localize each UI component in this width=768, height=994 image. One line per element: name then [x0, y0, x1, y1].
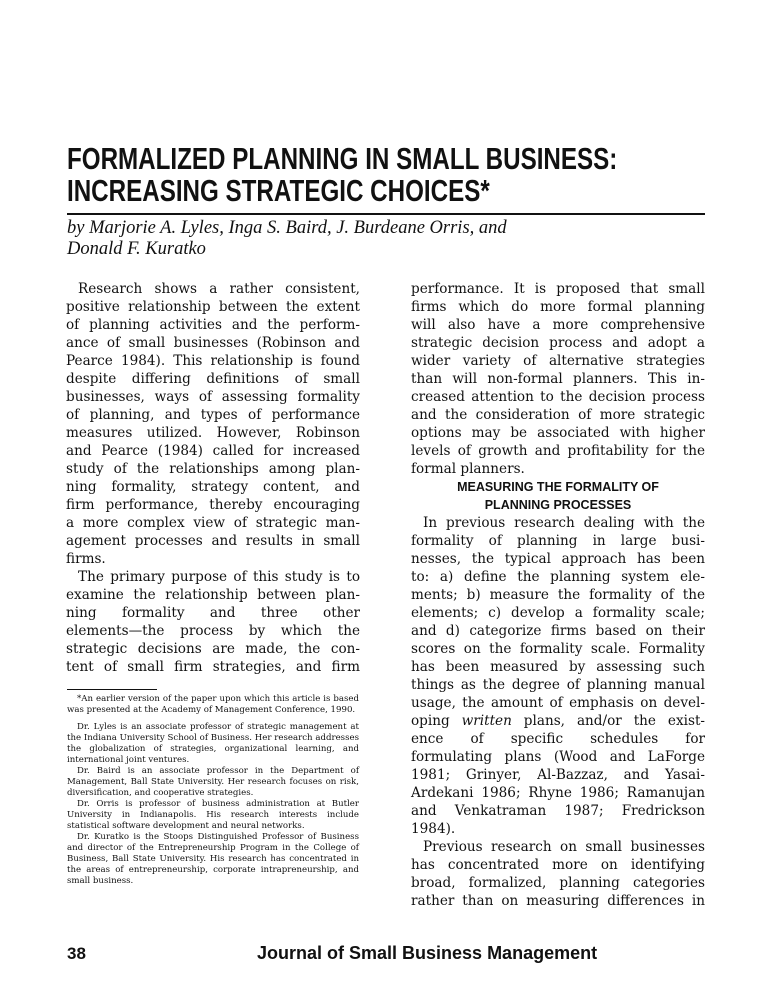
- author-bio: Dr. Baird is an associate professor in the Department of Management, Ball State University. Her research focuses on risk, diversification, and cooperative strategies.: [67, 766, 359, 798]
- text-segment: plans, and/or the exist-: [511, 713, 706, 729]
- text-line: strategic decisions are made, the con-: [66, 641, 360, 657]
- text-line: 1984).: [411, 821, 456, 837]
- text-line: formal planners.: [411, 461, 525, 477]
- text-line: formulating plans (Wood and LaForge: [411, 749, 705, 765]
- text-line: usage, the amount of emphasis on devel-: [411, 695, 705, 711]
- text-line: Previous research on small businesses: [423, 839, 705, 855]
- author-bio: Dr. Lyles is an associate professor of strategic management at the Indiana University School of Business. Her research addresses the globalization of strategies, organizational learning, and international joint ventures.: [67, 722, 359, 765]
- text-line: has concentrated more on identifying: [411, 857, 705, 873]
- text-line: formality of planning in large busi-: [411, 533, 705, 549]
- text-line: broad, formalized, planning categories: [411, 875, 705, 891]
- title-line-1: FORMALIZED PLANNING IN SMALL BUSINESS:: [67, 141, 618, 176]
- text-line: has been measured by assessing such: [411, 659, 705, 675]
- text-line: a more complex view of strategic man-: [66, 515, 360, 531]
- text-line: rather than on measuring differences in: [411, 893, 705, 909]
- text-line: The primary purpose of this study is to: [78, 569, 360, 585]
- text-line: study of the relationships among plan-: [66, 461, 360, 477]
- text-line: measures utilized. However, Robinson: [66, 425, 360, 441]
- text-line: positive relationship between the extent: [66, 299, 360, 315]
- text-line: In previous research dealing with the: [423, 515, 705, 531]
- text-line: despite differing definitions of small: [66, 371, 360, 387]
- text-line: firms.: [66, 551, 106, 567]
- text-line: tent of small firm strategies, and firm: [66, 659, 360, 675]
- title-line-2: INCREASING STRATEGIC CHOICES*: [67, 173, 490, 208]
- text-line: and the consideration of more strategic: [411, 407, 705, 423]
- text-line: things as the degree of planning manual: [411, 677, 705, 693]
- text-line: of planning activities and the perform-: [66, 317, 360, 333]
- text-line: elements—the process by which the: [66, 623, 360, 639]
- text-line: and Venkatraman 1987; Fredrickson: [411, 803, 705, 819]
- text-line: ning formality and three other: [66, 605, 360, 621]
- article-title: [67, 143, 707, 207]
- text-line: elements; c) develop a formality scale;: [411, 605, 705, 621]
- text-line: [411, 712, 705, 730]
- text-line: ance of small businesses (Robinson and: [66, 335, 360, 351]
- text-line: Research shows a rather consistent,: [78, 281, 360, 297]
- footnote-note: *An earlier version of the paper upon which this article is based was presented at the Academy of Management Conference, 1990.: [67, 694, 359, 715]
- text-line: ning formality, strategy content, and: [66, 479, 360, 495]
- text-line: and Pearce (1984) called for increased: [66, 443, 360, 459]
- text-line: scores on the formality scale. Formality: [411, 641, 705, 657]
- text-line: firms which do more formal planning: [411, 299, 705, 315]
- authors-line-2: Donald F. Kuratko: [67, 239, 206, 259]
- text-line: creased attention to the decision process: [411, 389, 705, 405]
- journal-title: Journal of Small Business Management: [257, 943, 598, 963]
- text-line: ments; b) measure the formality of the: [411, 587, 705, 603]
- text-line: Pearce 1984). This relationship is found: [66, 353, 360, 369]
- section-heading: MEASURING THE FORMALITY OF: [457, 480, 659, 494]
- text-line: ence of specific schedules for: [411, 731, 705, 747]
- text-line: of planning, and types of performance: [66, 407, 360, 423]
- text-line: firm performance, thereby encouraging: [66, 497, 360, 513]
- right-column: [411, 280, 705, 910]
- text-line: and d) categorize firms based on their: [411, 623, 705, 639]
- authors-line-1: by Marjorie A. Lyles, Inga S. Baird, J. Burdeane Orris, and: [67, 218, 507, 238]
- footnotes: [67, 694, 359, 887]
- text-line: 1981; Grinyer, Al-Bazzaz, and Yasai-: [411, 767, 705, 783]
- emphasis-text: written: [461, 713, 512, 729]
- text-line: to: a) define the planning system ele-: [411, 569, 705, 585]
- text-line: will also have a more comprehensive: [411, 317, 705, 333]
- text-line: businesses, ways of assessing formality: [66, 389, 360, 405]
- author-bio: Dr. Orris is professor of business administration at Butler University in Indianapolis. His research interests include statistical software development and neural networks.: [67, 799, 359, 831]
- page-number: 38: [67, 944, 86, 963]
- section-heading: PLANNING PROCESSES: [484, 498, 632, 512]
- text-line: levels of growth and profitability for the: [411, 443, 705, 459]
- text-segment: oping: [411, 713, 462, 729]
- footnote-rule: [67, 689, 157, 690]
- text-line: Ardekani 1986; Rhyne 1986; Ramanujan: [411, 785, 705, 801]
- author-bio: Dr. Kuratko is the Stoops Distinguished Professor of Business and director of the Entrepreneurship Program in the College of Business, Ball State University. His research has concentrated in the areas of entrepreneurship, corporate intrapreneurship, and small business.: [67, 832, 359, 886]
- title-rule: [67, 213, 705, 215]
- text-line: examine the relationship between plan-: [66, 587, 360, 603]
- text-line: options may be associated with higher: [411, 425, 705, 441]
- text-line: strategic decision process and adopt a: [411, 335, 705, 351]
- authors: [67, 218, 507, 260]
- left-column: [66, 280, 360, 676]
- text-line: wider variety of alternative strategies: [411, 353, 705, 369]
- text-line: than will non-formal planners. This in-: [411, 371, 705, 387]
- text-line: performance. It is proposed that small: [411, 281, 705, 297]
- text-line: nesses, the typical approach has been: [411, 551, 705, 567]
- text-line: agement processes and results in small: [66, 533, 360, 549]
